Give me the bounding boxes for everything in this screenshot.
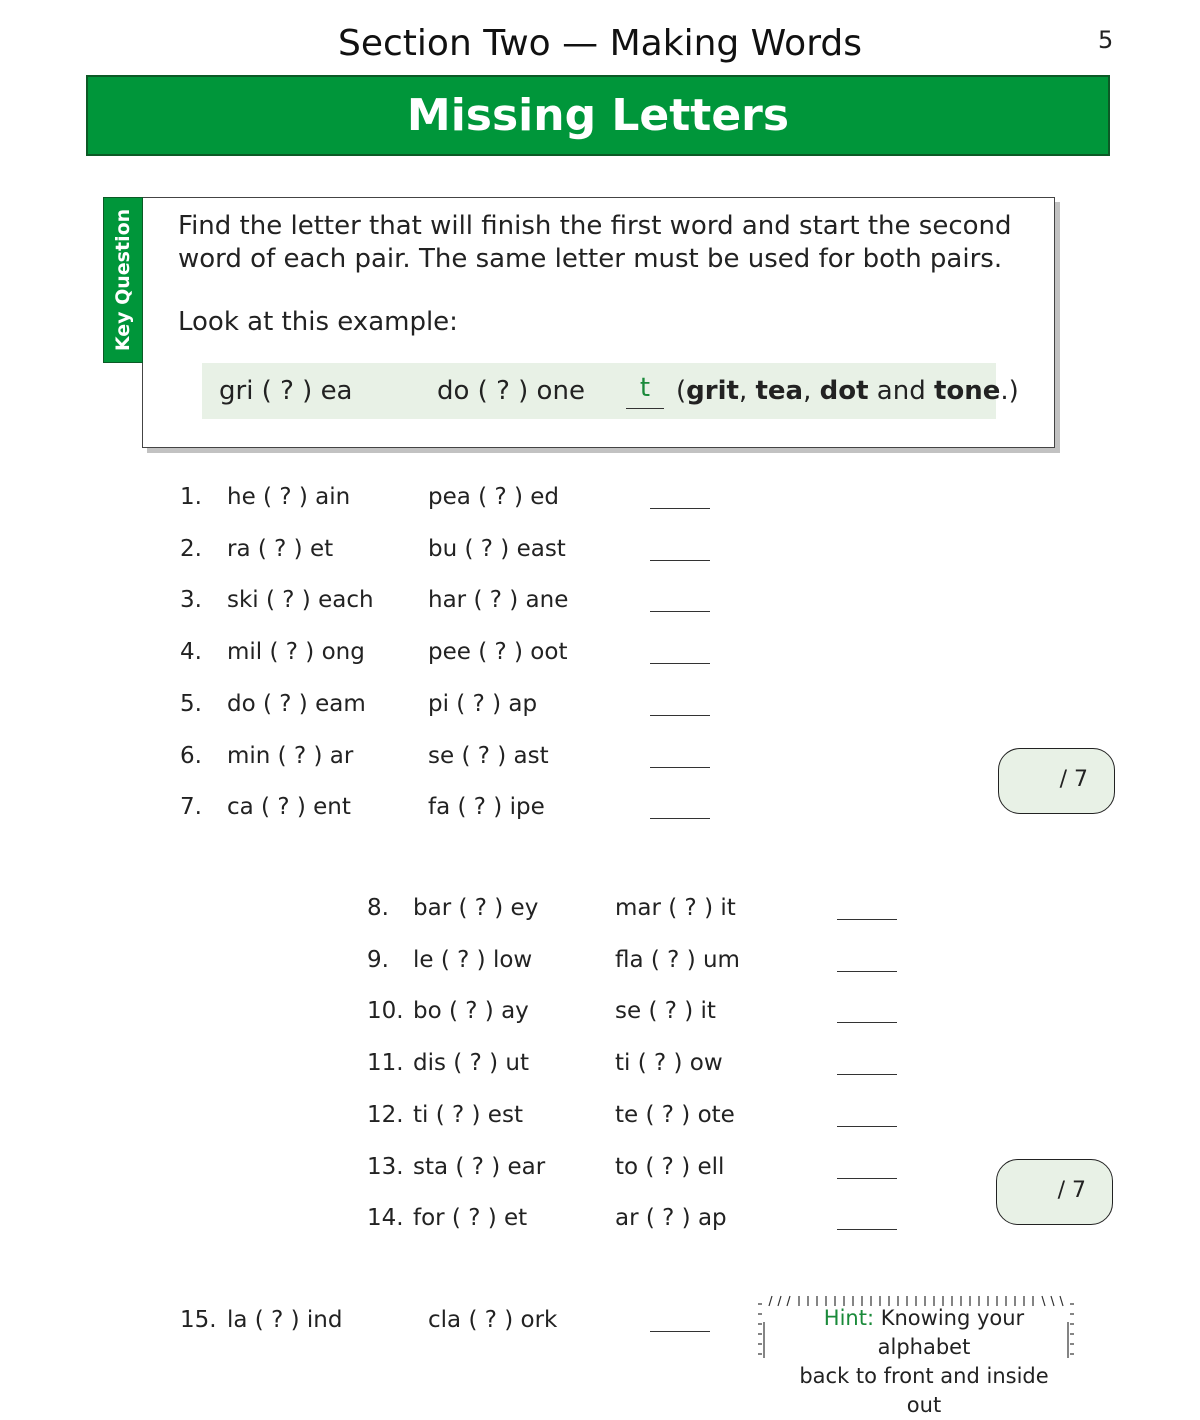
first-word-pair: do ( ? ) eam bbox=[227, 690, 366, 717]
question-number: 3. bbox=[180, 587, 202, 614]
first-word-pair: ski ( ? ) each bbox=[227, 587, 374, 614]
answer-blank[interactable] bbox=[837, 1229, 897, 1230]
first-word-pair: for ( ? ) et bbox=[413, 1205, 528, 1232]
hint-line1: Knowing your alphabet bbox=[874, 1306, 1025, 1359]
second-word-pair: te ( ? ) ote bbox=[615, 1101, 735, 1128]
question-number: 5. bbox=[180, 690, 202, 717]
second-word-pair: bu ( ? ) east bbox=[428, 535, 566, 562]
first-word-pair: bar ( ? ) ey bbox=[413, 895, 539, 921]
question-number: 1. bbox=[180, 484, 202, 510]
second-word-pair: to ( ? ) ell bbox=[615, 1153, 725, 1180]
answer-blank[interactable] bbox=[837, 1178, 897, 1179]
question-number: 11. bbox=[367, 1050, 404, 1077]
key-question-tab bbox=[103, 197, 143, 363]
second-word-pair: ar ( ? ) ap bbox=[615, 1205, 727, 1232]
answer-blank[interactable] bbox=[837, 919, 897, 920]
answer-blank[interactable] bbox=[650, 767, 710, 768]
question-number: 6. bbox=[180, 742, 202, 769]
first-word-pair: bo ( ? ) ay bbox=[413, 998, 529, 1025]
page-title-banner: Missing Letters bbox=[86, 75, 1110, 156]
second-word-pair: pee ( ? ) oot bbox=[428, 639, 568, 666]
first-word-pair: la ( ? ) ind bbox=[227, 1307, 343, 1333]
page-number: 5 bbox=[1098, 26, 1114, 54]
question-number: 13. bbox=[367, 1153, 404, 1180]
second-word-pair: se ( ? ) it bbox=[615, 998, 716, 1025]
question-number: 15. bbox=[180, 1307, 217, 1333]
first-word-pair: min ( ? ) ar bbox=[227, 742, 354, 769]
second-word-pair: cla ( ? ) ork bbox=[428, 1307, 558, 1333]
first-word-pair: le ( ? ) low bbox=[413, 946, 533, 973]
answer-blank[interactable] bbox=[650, 560, 710, 561]
example-pair2: do ( ? ) one bbox=[437, 376, 585, 406]
answer-blank[interactable] bbox=[837, 1074, 897, 1075]
question-number: 2. bbox=[180, 535, 202, 562]
first-word-pair: ca ( ? ) ent bbox=[227, 794, 351, 821]
second-word-pair: pi ( ? ) ap bbox=[428, 690, 538, 717]
question-number: 12. bbox=[367, 1101, 404, 1128]
answer-blank[interactable] bbox=[650, 508, 710, 509]
second-word-pair: ti ( ? ) ow bbox=[615, 1050, 723, 1077]
first-word-pair: he ( ? ) ain bbox=[227, 484, 351, 510]
second-word-pair: har ( ? ) ane bbox=[428, 587, 569, 614]
first-word-pair: ra ( ? ) et bbox=[227, 535, 334, 562]
question-number: 9. bbox=[367, 946, 389, 973]
example-pair1: gri ( ? ) ea bbox=[219, 376, 353, 406]
answer-blank[interactable] bbox=[650, 715, 710, 716]
answer-blank[interactable] bbox=[837, 1126, 897, 1127]
second-word-pair: se ( ? ) ast bbox=[428, 742, 549, 769]
first-word-pair: ti ( ? ) est bbox=[413, 1101, 523, 1128]
question-number: 7. bbox=[180, 794, 202, 821]
question-number: 8. bbox=[367, 895, 389, 921]
key-question-tab-label: Key Question bbox=[112, 208, 134, 352]
question-number: 4. bbox=[180, 639, 202, 666]
score-label-1: / 7 bbox=[1059, 767, 1088, 792]
score-box-1 bbox=[998, 748, 1115, 814]
second-word-pair: pea ( ? ) ed bbox=[428, 484, 559, 510]
hint-line2: back to front and inside out bbox=[799, 1364, 1049, 1417]
answer-blank[interactable] bbox=[650, 663, 710, 664]
answer-blank[interactable] bbox=[650, 818, 710, 819]
second-word-pair: mar ( ? ) it bbox=[615, 895, 736, 921]
score-box-2 bbox=[996, 1159, 1113, 1225]
question-number: 10. bbox=[367, 998, 404, 1025]
answer-blank[interactable] bbox=[837, 971, 897, 972]
hint-label: Hint: bbox=[823, 1306, 875, 1330]
score-label-2: / 7 bbox=[1057, 1178, 1086, 1203]
answer-blank[interactable] bbox=[650, 1331, 710, 1332]
key-question-instruction: Find the letter that will finish the first word and start the second word of each pair. The same letter must be used for both pairs. bbox=[178, 211, 1012, 274]
section-title: Section Two — Making Words bbox=[338, 23, 862, 64]
example-explanation: (grit, tea, dot and tone.) bbox=[676, 376, 1019, 406]
answer-blank[interactable] bbox=[650, 611, 710, 612]
second-word-pair: fla ( ? ) um bbox=[615, 946, 740, 973]
second-word-pair: fa ( ? ) ipe bbox=[428, 794, 545, 821]
example-answer: t bbox=[626, 368, 664, 409]
question-number: 14. bbox=[367, 1205, 404, 1232]
first-word-pair: sta ( ? ) ear bbox=[413, 1153, 546, 1180]
hint-text bbox=[784, 1304, 1064, 1420]
first-word-pair: mil ( ? ) ong bbox=[227, 639, 365, 666]
example-label: Look at this example: bbox=[178, 307, 458, 337]
answer-blank[interactable] bbox=[837, 1022, 897, 1023]
first-word-pair: dis ( ? ) ut bbox=[413, 1050, 529, 1077]
